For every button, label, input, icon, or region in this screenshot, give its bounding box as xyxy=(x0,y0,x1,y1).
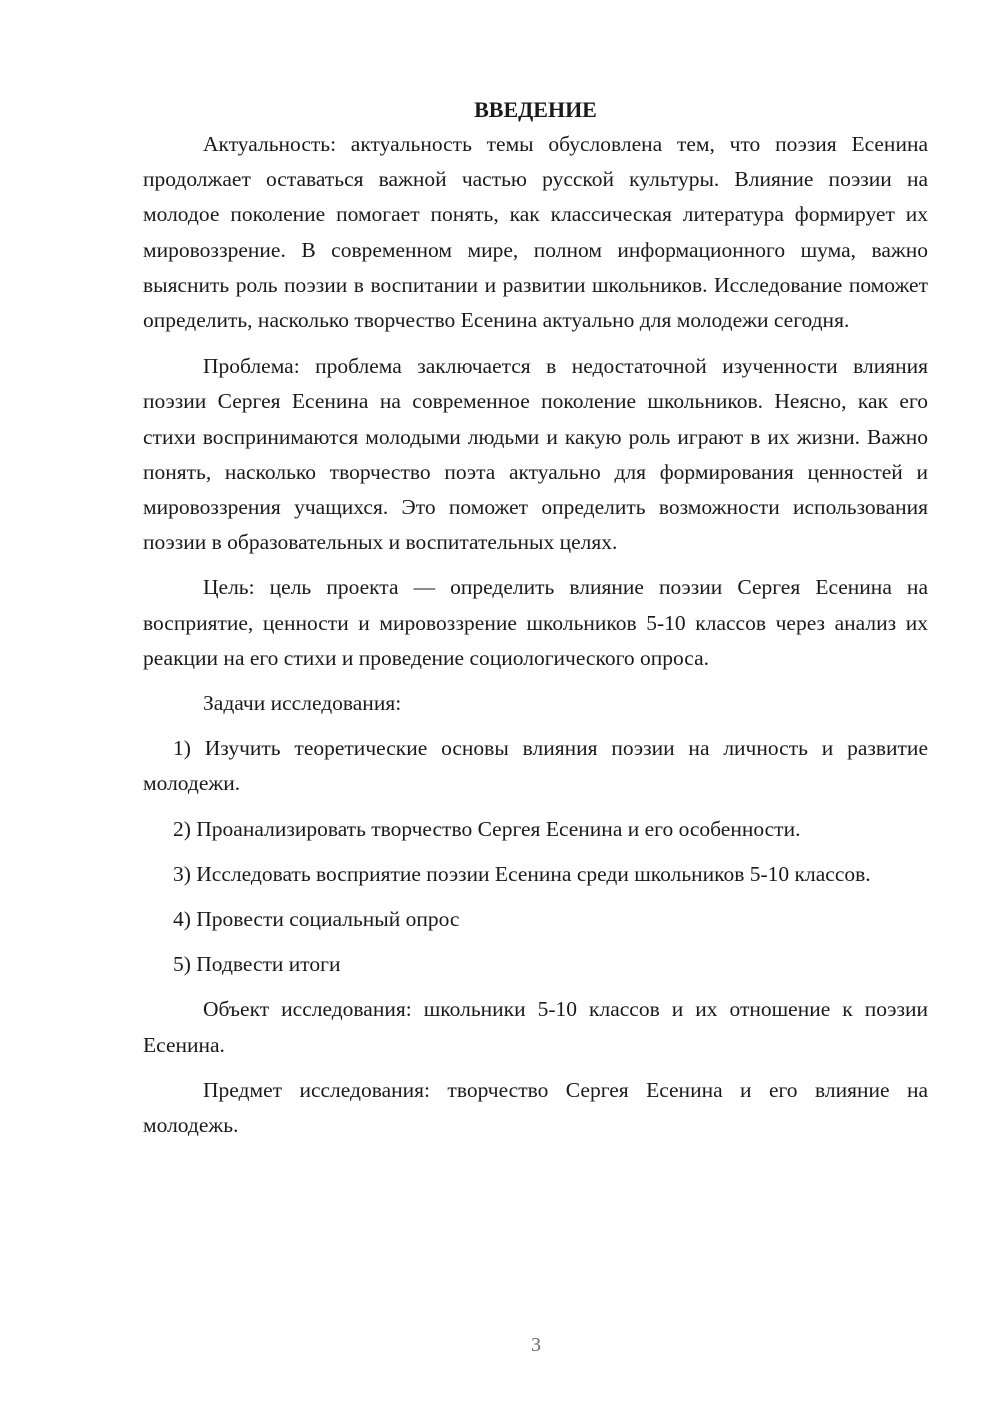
subject-paragraph: Предмет исследования: творчество Сергея Есенина и его влияние на молодежь. xyxy=(143,1077,928,1138)
list-item: 4) Провести социальный опрос xyxy=(173,907,460,932)
goal-paragraph: Цель: цель проекта — определить влияние поэзии Сергея Есенина на восприятие, ценности и мировоззрение школьников 5-10 классов через анализ их реакции на его стихи и проведение социологического опроса. xyxy=(143,575,928,670)
tasks-heading: Задачи исследования: xyxy=(203,691,402,716)
section-title: ВВЕДЕНИЕ xyxy=(474,97,597,122)
list-item: 5) Подвести итоги xyxy=(173,952,341,977)
list-item: 3) Исследовать восприятие поэзии Есенина среди школьников 5-10 классов. xyxy=(173,861,871,886)
problem-paragraph: Проблема: проблема заключается в недостаточной изученности влияния поэзии Сергея Есенина на современное поколение школьников. Неясно, как его стихи воспринимаются молодыми людьми и какую роль играют в их жизни. Важно понять, насколько творчество поэта актуально для формирования ценностей и мировоззрения учащихся. Это поможет определить возможности использования поэзии в образовательных и воспитательных целях. xyxy=(143,354,928,555)
object-paragraph: Объект исследования: школьники 5-10 классов и их отношение к поэзии Есенина. xyxy=(143,997,928,1057)
page-number: 3 xyxy=(531,1334,541,1356)
list-item: 2) Проанализировать творчество Сергея Есенина и его особенности. xyxy=(173,816,801,841)
relevance-paragraph: Актуальность: актуальность темы обусловлена тем, что поэзия Есенина продолжает оставаться важной частью русской культуры. Влияние поэзии на молодое поколение помогает понять, как классическая литература формирует их мировоззрение. В современном мире, полном информационного шума, важно выяснить роль поэзии в воспитании и развитии школьников. Исследование поможет определить, насколько творчество Есенина актуально для молодежи сегодня. xyxy=(143,132,928,333)
tasks-list xyxy=(143,731,928,982)
list-item: 1) Изучить теоретические основы влияния поэзии на личность и развитие молодежи. xyxy=(143,736,928,796)
document-page xyxy=(143,92,928,1143)
